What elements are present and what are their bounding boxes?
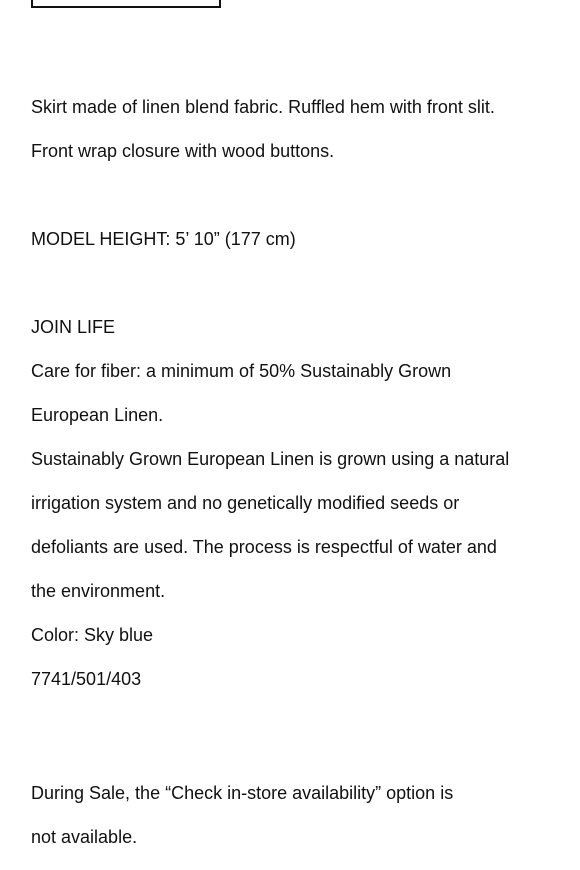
join-life-line: European Linen. xyxy=(31,405,164,425)
join-life-line: Sustainably Grown European Linen is grown using a natural xyxy=(31,449,510,469)
join-life-section xyxy=(31,294,561,712)
join-life-line: defoliants are used. The process is respectful of water and xyxy=(31,537,497,557)
sale-notice xyxy=(31,760,561,870)
description-line: Front wrap closure with wood buttons. xyxy=(31,141,335,161)
join-life-heading: JOIN LIFE xyxy=(31,317,116,337)
top-button-outline[interactable] xyxy=(31,0,221,8)
join-life-line: irrigation system and no genetically modified seeds or xyxy=(31,493,460,513)
sale-notice-line: During Sale, the “Check in-store availability” option is xyxy=(31,783,454,803)
description-line: Skirt made of linen blend fabric. Ruffled hem with front slit. xyxy=(31,97,495,117)
description-paragraph xyxy=(31,74,561,184)
reference-number: 7741/501/403 xyxy=(31,669,142,689)
model-height: MODEL HEIGHT: 5’ 10” (177 cm) xyxy=(31,229,296,249)
color-label: Color: Sky blue xyxy=(31,625,154,645)
product-description xyxy=(31,74,561,870)
join-life-line: Care for fiber: a minimum of 50% Sustainably Grown xyxy=(31,361,452,381)
join-life-line: the environment. xyxy=(31,581,166,601)
sale-notice-line: not available. xyxy=(31,827,138,847)
